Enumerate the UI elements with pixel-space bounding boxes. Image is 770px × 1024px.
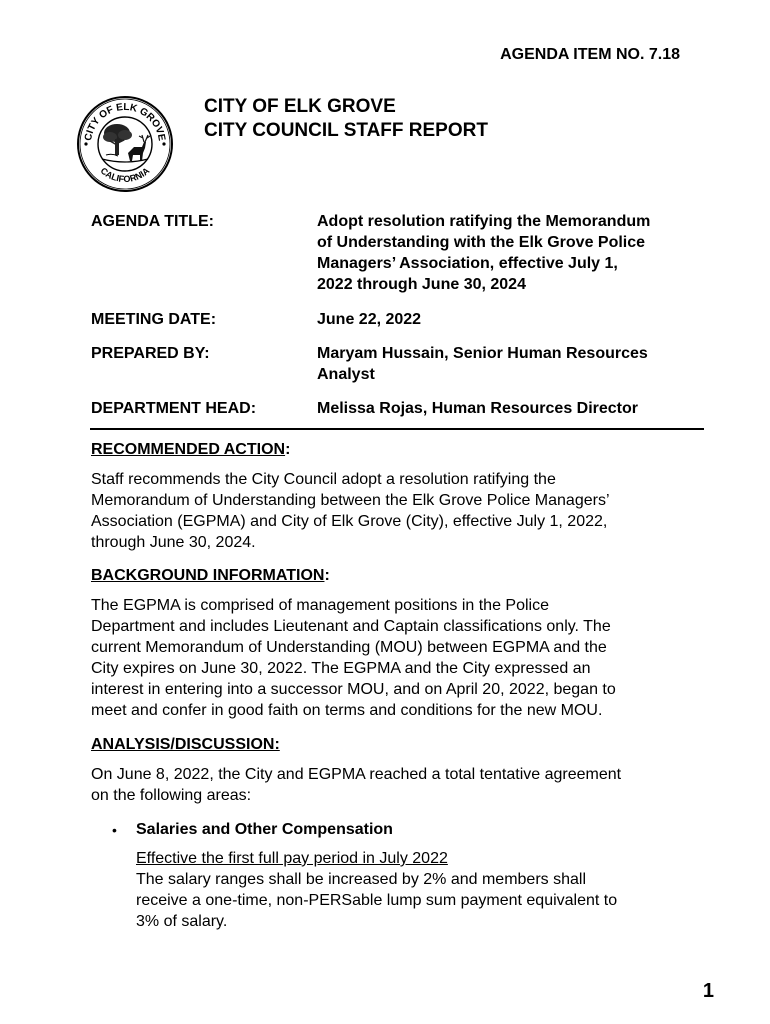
department-head-value: Melissa Rojas, Human Resources Director bbox=[317, 400, 639, 417]
meeting-date-label: MEETING DATE: bbox=[91, 311, 217, 328]
department-head-label: DEPARTMENT HEAD: bbox=[91, 400, 257, 417]
city-name-heading: CITY OF ELK GROVE bbox=[204, 96, 396, 117]
agenda-item-number: AGENDA ITEM NO. 7.18 bbox=[500, 46, 680, 63]
agenda-title-line: Adopt resolution ratifying the Memorandum bbox=[317, 213, 651, 230]
paragraph-line: Memorandum of Understanding between the Elk Grove Police Managers’ bbox=[91, 492, 610, 509]
recommended-action-heading bbox=[91, 440, 290, 460]
prepared-by-line: Analyst bbox=[317, 366, 375, 383]
paragraph-line: interest in entering into a successor MOU, and on April 20, 2022, began to bbox=[91, 681, 616, 698]
paragraph-line: 3% of salary. bbox=[136, 913, 228, 930]
paragraph-line: The EGPMA is comprised of management positions in the Police bbox=[91, 597, 549, 614]
bullet-point-icon: • bbox=[112, 822, 117, 838]
agenda-title-line: 2022 through June 30, 2024 bbox=[317, 276, 526, 293]
paragraph-line: On June 8, 2022, the City and EGPMA reached a total tentative agreement bbox=[91, 766, 622, 783]
bullet-body-text bbox=[136, 869, 680, 932]
report-header bbox=[204, 95, 488, 143]
background-heading-text: BACKGROUND INFORMATION bbox=[91, 567, 325, 584]
paragraph-line: Staff recommends the City Council adopt a resolution ratifying the bbox=[91, 471, 556, 488]
paragraph-line: City expires on June 30, 2022. The EGPMA and the City expressed an bbox=[91, 660, 591, 677]
agenda-title-line: Managers’ Association, effective July 1, bbox=[317, 255, 618, 272]
page-number: 1 bbox=[702, 980, 714, 1002]
paragraph-line: receive a one-time, non-PERSable lump sum payment equivalent to bbox=[136, 892, 618, 909]
bullet-title: Salaries and Other Compensation bbox=[136, 821, 393, 838]
background-text bbox=[91, 595, 680, 721]
analysis-heading bbox=[91, 735, 280, 755]
prepared-by-line: Maryam Hussain, Senior Human Resources bbox=[317, 345, 648, 362]
paragraph-line: Department and includes Lieutenant and Captain classifications only. The bbox=[91, 618, 611, 635]
report-type-heading: CITY COUNCIL STAFF REPORT bbox=[204, 120, 488, 141]
header-divider bbox=[90, 428, 704, 430]
paragraph-line: current Memorandum of Understanding (MOU) between EGPMA and the bbox=[91, 639, 607, 656]
recommended-action-text bbox=[91, 469, 680, 553]
recommended-action-heading-text: RECOMMENDED ACTION bbox=[91, 441, 286, 458]
agenda-title-value bbox=[317, 211, 680, 295]
agenda-title-line: of Understanding with the Elk Grove Police bbox=[317, 234, 646, 251]
paragraph-line: meet and confer in good faith on terms and conditions for the new MOU. bbox=[91, 702, 603, 719]
paragraph-line: through June 30, 2024. bbox=[91, 534, 256, 551]
seal-text-top: CITY OF ELK GROVE bbox=[83, 101, 167, 142]
analysis-heading-text: ANALYSIS/DISCUSSION: bbox=[91, 736, 280, 753]
paragraph-line: on the following areas: bbox=[91, 787, 252, 804]
prepared-by-value bbox=[317, 343, 680, 385]
background-heading bbox=[91, 566, 330, 586]
city-seal-logo bbox=[76, 95, 174, 193]
analysis-text bbox=[91, 764, 680, 806]
seal-text-bottom: CALIFORNIA bbox=[98, 165, 152, 185]
prepared-by-label: PREPARED BY: bbox=[91, 345, 210, 362]
bullet-subheading: Effective the first full pay period in July 2022 bbox=[136, 850, 448, 867]
paragraph-line: Association (EGPMA) and City of Elk Grove (City), effective July 1, 2022, bbox=[91, 513, 608, 530]
meeting-date-value: June 22, 2022 bbox=[317, 311, 422, 328]
heading-colon: : bbox=[285, 441, 291, 458]
paragraph-line: The salary ranges shall be increased by 2% and members shall bbox=[136, 871, 587, 888]
heading-colon: : bbox=[324, 567, 330, 584]
agenda-title-label: AGENDA TITLE: bbox=[91, 213, 214, 230]
